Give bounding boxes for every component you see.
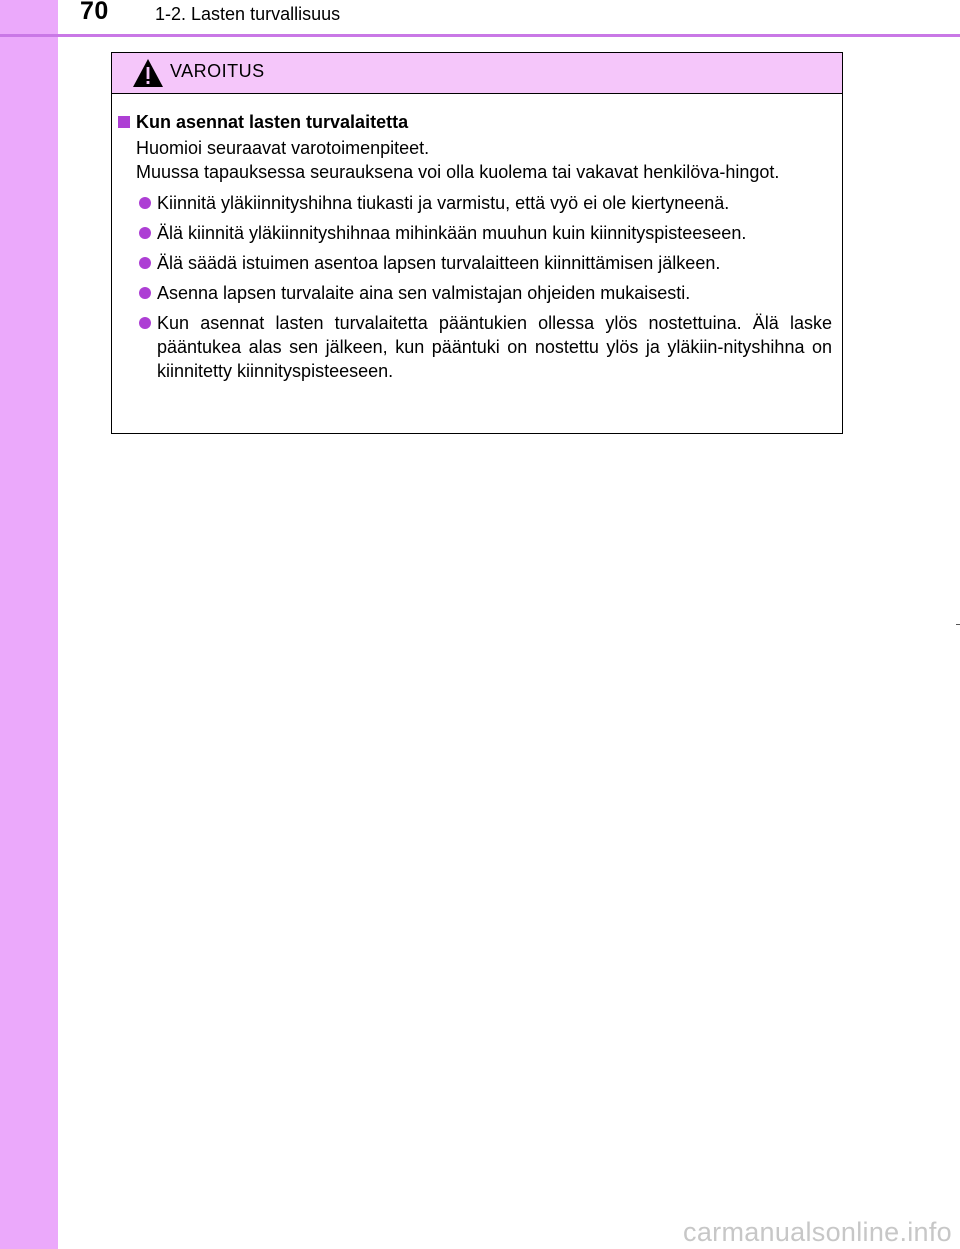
list-item-text: Älä kiinnitä yläkiinnityshihnaa mihinkään muuhun kuin kiinnityspisteeseen. xyxy=(157,223,747,243)
warning-intro xyxy=(136,136,832,184)
intro-line: Muussa tapauksessa seurauksena voi olla kuolema tai vakavat henkilöva-hingot. xyxy=(136,162,780,182)
header-divider xyxy=(0,34,960,37)
watermark: carmanualsonline.info xyxy=(683,1217,952,1247)
section-title: 1-2. Lasten turvallisuus xyxy=(155,4,341,24)
square-bullet-icon xyxy=(118,116,130,128)
round-bullet-icon xyxy=(139,227,151,239)
round-bullet-icon xyxy=(139,317,151,329)
warning-body xyxy=(112,94,842,383)
round-bullet-icon xyxy=(139,257,151,269)
list-item-text: Älä säädä istuimen asentoa lapsen turvalaitteen kiinnittämisen jälkeen. xyxy=(157,253,721,273)
list-item-text: Kun asennat lasten turvalaitetta pääntukien ollessa ylös nostettuina. Älä laske pääntukea alas sen jälkeen, kun pääntuki on nostettu ylös ja yläkiin-nityshihna on kiinnitetty kiinnityspisteeseen. xyxy=(157,313,832,381)
warning-heading xyxy=(118,110,832,134)
intro-line: Huomioi seuraavat varotoimenpiteet. xyxy=(136,138,430,158)
list-item-text: Asenna lapsen turvalaite aina sen valmistajan ohjeiden mukaisesti. xyxy=(157,283,691,303)
list-item xyxy=(118,281,832,305)
page-number: 70 xyxy=(80,0,109,25)
list-item-text: Kiinnitä yläkiinnityshihna tiukasti ja varmistu, että vyö ei ole kiertyneenä. xyxy=(157,193,730,213)
list-item xyxy=(118,311,832,383)
warning-bullet-list xyxy=(118,191,832,383)
edge-mark xyxy=(956,624,960,625)
round-bullet-icon xyxy=(139,287,151,299)
warning-label: VAROITUS xyxy=(170,61,265,81)
warning-heading-text: Kun asennat lasten turvalaitetta xyxy=(136,112,409,132)
warning-triangle-icon xyxy=(132,58,164,88)
list-item xyxy=(118,221,832,245)
warning-box xyxy=(111,52,843,434)
page-sidebar xyxy=(0,0,58,1249)
warning-header xyxy=(112,53,842,94)
round-bullet-icon xyxy=(139,197,151,209)
list-item xyxy=(118,251,832,275)
list-item xyxy=(118,191,832,215)
